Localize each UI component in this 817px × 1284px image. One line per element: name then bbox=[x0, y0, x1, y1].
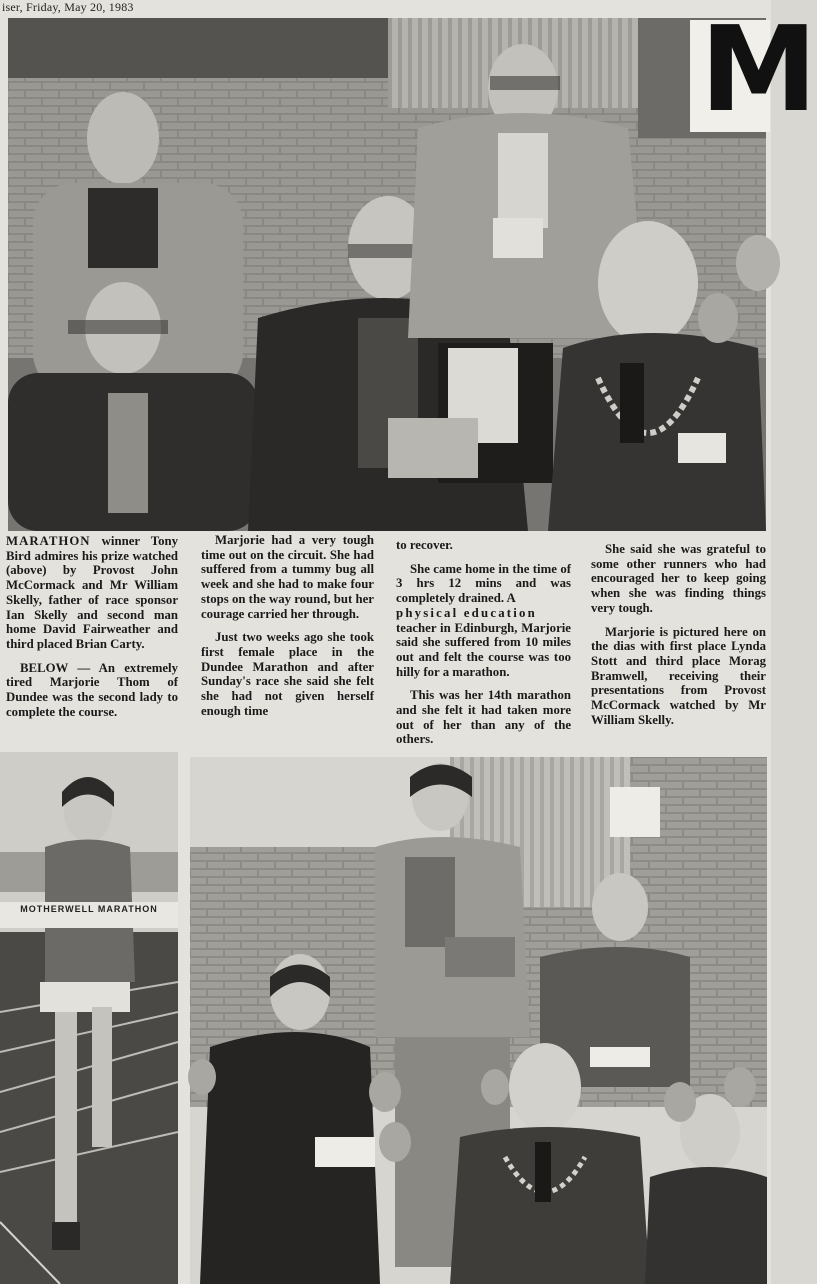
article-column-2 bbox=[201, 533, 374, 727]
podium-photo-illustration bbox=[190, 757, 767, 1284]
page-header bbox=[0, 0, 771, 18]
finish-banner: MOTHERWELL MARATHON bbox=[20, 904, 158, 914]
runner-photo bbox=[0, 752, 178, 1284]
article-paragraph: Marjorie is pictured here on the dias with first place Lynda Stott and third place Morag Bramwell, receiving their presentations from Provost McCormack watched by Mr William Skelly. bbox=[591, 624, 766, 727]
article-paragraph: She came home in the time of 3 hrs 12 mins and was completely drained. A bbox=[396, 561, 571, 606]
article-paragraph: This was her 14th marathon and she felt it had taken more out of her than any of the others. bbox=[396, 688, 571, 747]
article-column-3 bbox=[396, 538, 571, 756]
caption-paragraph bbox=[6, 534, 178, 652]
article-paragraph-spaced: physical education bbox=[396, 605, 537, 620]
masthead-fragment bbox=[690, 0, 817, 138]
article-paragraph: Just two weeks ago she took first female place in the Dundee Marathon and after Sunday's race she said she felt she had not given herself enough time bbox=[201, 630, 374, 718]
top-photo-winners bbox=[8, 18, 766, 531]
caption-paragraph bbox=[6, 661, 178, 720]
caption-text: winner Tony Bird admires his prize watched (above) by Provost John McCormack and Mr William Skelly, father of race sponsor Ian Skelly and second man home David Fairweather and third placed Brian Carty. bbox=[6, 534, 178, 651]
article-paragraph: She said she was grateful to some other runners who had encouraged her to keep going when she was finding things very tough. bbox=[591, 542, 766, 615]
article-column-4 bbox=[591, 542, 766, 736]
dateline: iser, Friday, May 20, 1983 bbox=[2, 0, 134, 14]
masthead-letter: M bbox=[700, 0, 817, 138]
caption-lead: MARATHON bbox=[6, 534, 91, 548]
article-body bbox=[0, 533, 771, 749]
article-paragraph: Marjorie had a very tough time out on the circuit. She had suffered from a tummy bug all week and she had to make four stops on the way round, but her courage carried her through. bbox=[201, 533, 374, 621]
article-column-1 bbox=[6, 534, 178, 728]
caption-text: — An extremely tired Marjorie Thom of Dundee was the second lady to complete the course. bbox=[6, 660, 178, 719]
winners-photo-illustration bbox=[8, 18, 766, 531]
caption-lead: BELOW bbox=[20, 660, 69, 675]
article-paragraph: teacher in Edinburgh, Marjorie said she suffered from 10 miles out and felt the course was too hilly for a marathon. bbox=[396, 620, 571, 679]
podium-photo bbox=[190, 757, 767, 1284]
article-paragraph: to recover. bbox=[396, 538, 453, 552]
runner-photo-illustration bbox=[0, 752, 178, 1284]
